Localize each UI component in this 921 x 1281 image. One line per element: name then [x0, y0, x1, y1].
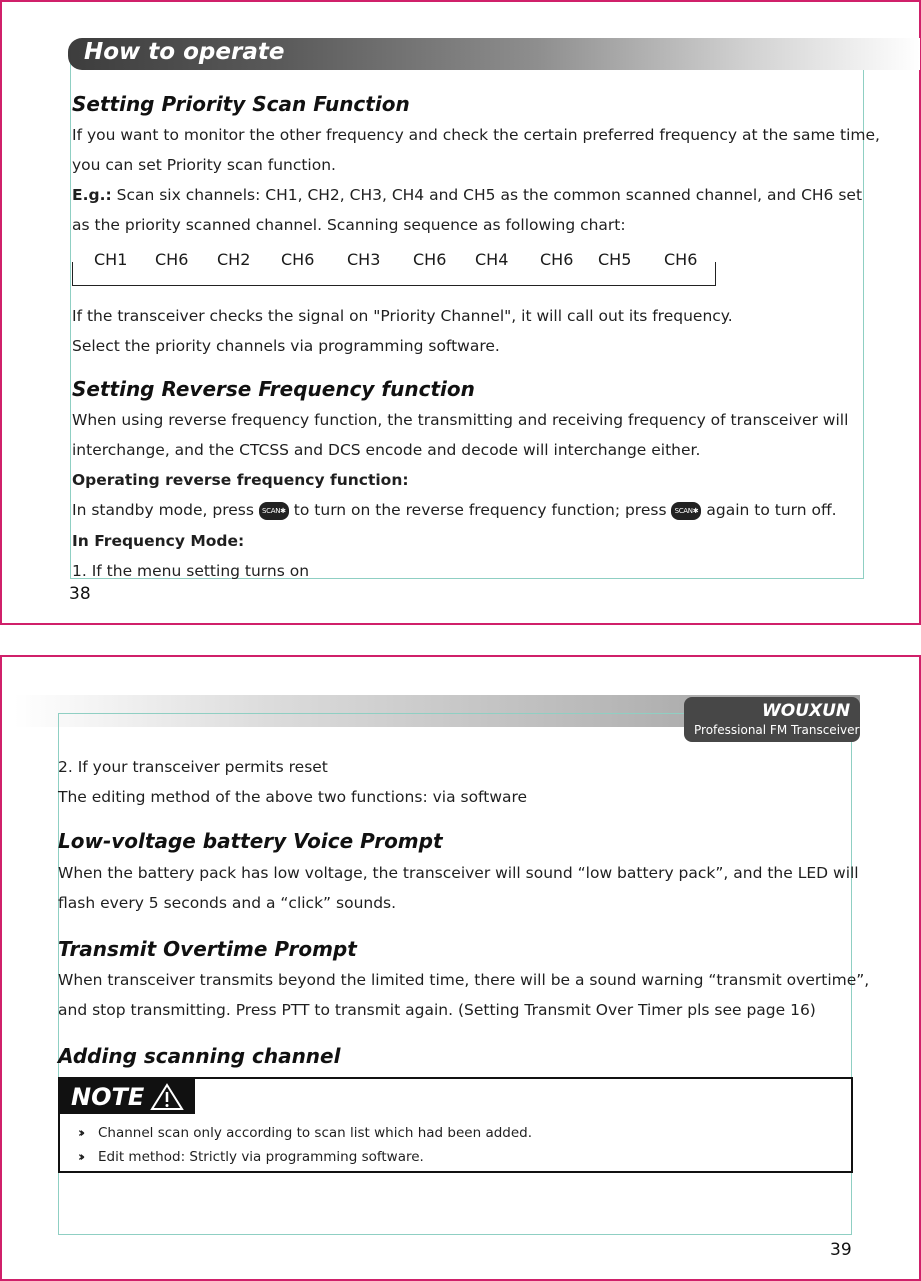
- sequence-channel: CH4: [475, 250, 509, 269]
- logo-subtitle: Professional FM Transceiver: [694, 723, 860, 737]
- chevron-right-icon: ››: [78, 1149, 82, 1165]
- priority-line-2: you can set Priority scan function.: [72, 156, 336, 174]
- reset-item-2: 2. If your transceiver permits reset: [58, 758, 328, 776]
- sequence-channel: CH3: [347, 250, 381, 269]
- frequency-mode-heading: In Frequency Mode:: [72, 532, 245, 550]
- low-voltage-heading: Low-voltage battery Voice Prompt: [58, 829, 443, 853]
- note-title: NOTE: [71, 1083, 145, 1111]
- priority-line-6: Select the priority channels via programming software.: [72, 337, 500, 355]
- section-title: How to operate: [84, 39, 285, 65]
- warning-icon: [150, 1083, 184, 1111]
- reverse-op-text-b: to turn on the reverse frequency function; press: [288, 501, 672, 519]
- sequence-channel: CH1: [94, 250, 128, 269]
- transmit-overtime-heading: Transmit Overtime Prompt: [58, 937, 357, 961]
- scan-key-icon: SCAN✱: [259, 502, 289, 520]
- logo-brand-text: WOUXUN: [762, 701, 851, 721]
- priority-scan-heading: Setting Priority Scan Function: [72, 92, 410, 116]
- reverse-op-text-c: again to turn off.: [701, 501, 837, 519]
- priority-line-4: as the priority scanned channel. Scanning sequence as following chart:: [72, 216, 626, 234]
- priority-line-5: If the transceiver checks the signal on "Priority Channel", it will call out its frequency.: [72, 307, 733, 325]
- priority-example: [72, 185, 862, 205]
- reverse-op-text-a: In standby mode, press: [72, 501, 259, 519]
- sequence-channel: CH6: [281, 250, 315, 269]
- chevron-right-icon: ››: [78, 1125, 82, 1141]
- sequence-channel: CH6: [664, 250, 698, 269]
- sequence-channel: CH6: [155, 250, 189, 269]
- example-text: Scan six channels: CH1, CH2, CH3, CH4 and CH5 as the common scanned channel, and CH6 set: [111, 186, 863, 204]
- reverse-line-2: interchange, and the CTCSS and DCS encode and decode will interchange either.: [72, 441, 701, 459]
- note-item: [78, 1125, 532, 1141]
- low-voltage-line-2: flash every 5 seconds and a “click” sounds.: [58, 894, 397, 912]
- editing-method-line: The editing method of the above two functions: via software: [58, 788, 528, 806]
- low-voltage-line-1: When the battery pack has low voltage, the transceiver will sound “low battery pack”, and the LED will: [58, 864, 859, 882]
- note-item: [78, 1149, 424, 1165]
- scanning-channel-heading: Adding scanning channel: [58, 1044, 341, 1068]
- page-number-39: 39: [830, 1240, 852, 1260]
- sequence-channel: CH2: [217, 250, 251, 269]
- priority-line-1: If you want to monitor the other frequency and check the certain preferred frequency at the same time,: [72, 126, 880, 144]
- note-item-text: Edit method: Strictly via programming software.: [98, 1149, 424, 1165]
- sequence-channel: CH6: [413, 250, 447, 269]
- sequence-channel: CH5: [598, 250, 632, 269]
- scan-sequence-chart: [72, 250, 718, 288]
- reverse-operation-line: [72, 500, 837, 520]
- reverse-line-1: When using reverse frequency function, the transmitting and receiving frequency of transceiver will: [72, 411, 849, 429]
- reverse-frequency-heading: Setting Reverse Frequency function: [72, 377, 475, 401]
- example-label: E.g.:: [72, 186, 112, 204]
- reverse-item-1: 1. If the menu setting turns on: [72, 562, 310, 580]
- operating-reverse-heading: Operating reverse frequency function:: [72, 471, 409, 489]
- note-item-text: Channel scan only according to scan list which had been added.: [98, 1125, 533, 1141]
- overtime-line-2: and stop transmitting. Press PTT to transmit again. (Setting Transmit Over Timer pls see page 16): [58, 1001, 816, 1019]
- overtime-line-1: When transceiver transmits beyond the limited time, there will be a sound warning “transmit overtime”,: [58, 971, 870, 989]
- scan-key-icon: SCAN✱: [671, 502, 701, 520]
- sequence-channel: CH6: [540, 250, 574, 269]
- page-number-38: 38: [69, 584, 91, 604]
